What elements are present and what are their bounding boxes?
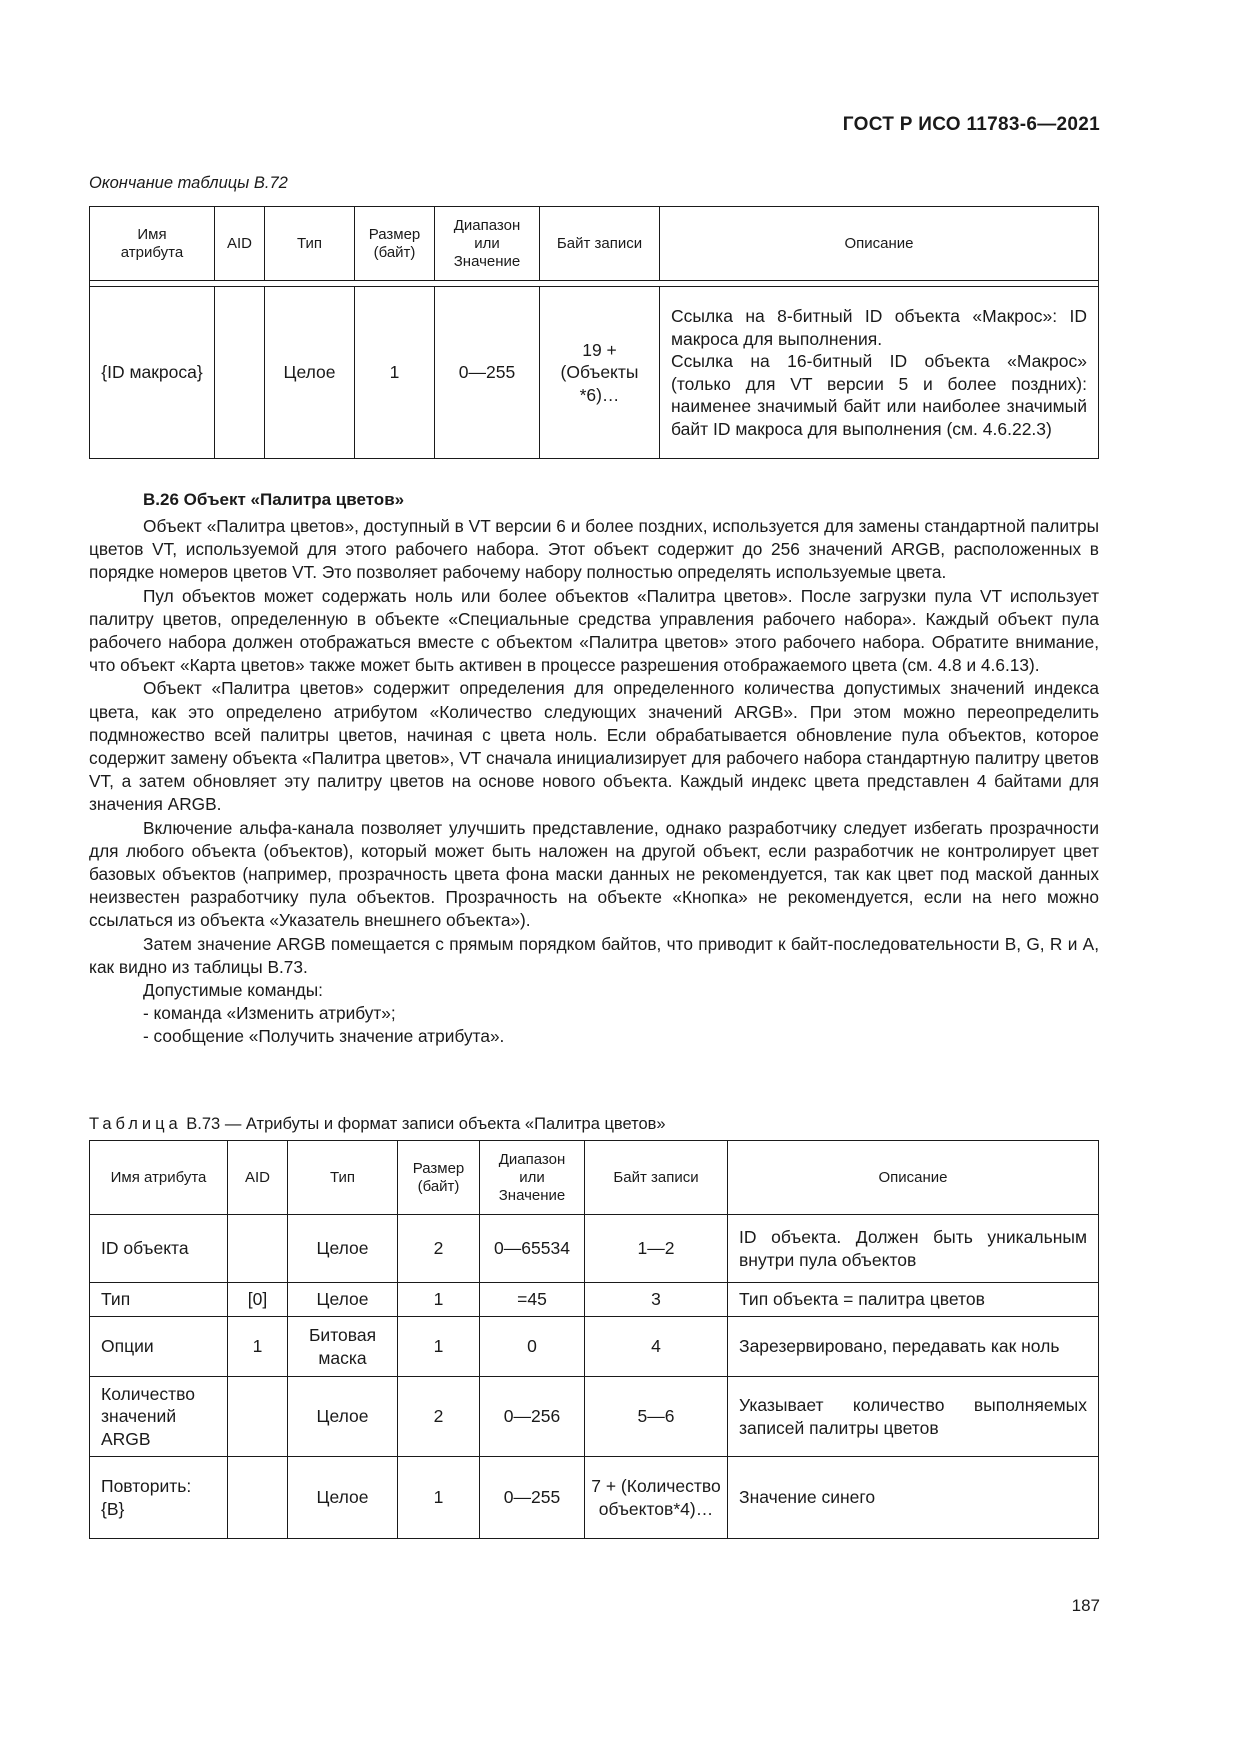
aid-cell	[228, 1377, 288, 1457]
range-cell: =45	[480, 1283, 585, 1317]
table-row	[90, 287, 1099, 459]
description-cell: Зарезервировано, передавать как ноль	[728, 1317, 1099, 1377]
description-cell: Ссылка на 8-битный ID объекта «Макрос»: ID макроса для выполнения. Ссылка на 16-битный ID объекта «Макрос» (только для VT версии 5 и более поздних): наименее значимый байт или наиболее значимый байт ID макроса для выполнения (см. 4.6.22.3)	[660, 287, 1099, 459]
section-body	[89, 515, 1099, 1049]
table-73-caption-prefix: Таблица	[89, 1115, 182, 1133]
description-cell: ID объекта. Должен быть уникальным внутри пула объектов	[728, 1215, 1099, 1283]
table-row	[90, 1457, 1099, 1539]
commands-intro: Допустимые команды:	[143, 980, 323, 1001]
record-bytes-cell: 19 + (Объекты *6)…	[540, 287, 660, 459]
type-cell: Целое	[288, 1457, 398, 1539]
record-bytes-cell: 1—2	[585, 1215, 728, 1283]
column-header: Размер (байт)	[355, 207, 435, 281]
table-72	[89, 206, 1099, 459]
column-header: Имя атрибута	[90, 1141, 228, 1215]
range-cell: 0—255	[480, 1457, 585, 1539]
attribute-name-cell: {ID макроса}	[90, 287, 215, 459]
description-cell: Тип объекта = палитра цветов	[728, 1283, 1099, 1317]
type-cell: Целое	[265, 287, 355, 459]
list-item: - сообщение «Получить значение атрибута».	[143, 1026, 505, 1047]
size-cell: 1	[398, 1457, 480, 1539]
table-row	[90, 1317, 1099, 1377]
size-cell: 1	[398, 1317, 480, 1377]
table-header-row	[90, 1141, 1099, 1215]
description-cell: Значение синего	[728, 1457, 1099, 1539]
aid-cell	[215, 287, 265, 459]
column-header: Диапазон или Значение	[435, 207, 540, 281]
list-item: - команда «Изменить атрибут»;	[143, 1003, 396, 1024]
type-cell: Целое	[288, 1377, 398, 1457]
record-bytes-cell: 5—6	[585, 1377, 728, 1457]
page-number: 187	[1071, 1596, 1100, 1615]
table-row	[90, 1215, 1099, 1283]
paragraph: Пул объектов может содержать ноль или более объектов «Палитра цветов». После загрузки пула VT использует палитру цветов, определенную в объекте «Специальные средства управления рабочего набора». Каждый объект пула рабочего набора должен отображаться вместе с объектом «Палитра цветов» этого рабочего набора. Обратите внимание, что объект «Карта цветов» также может быть активен в процессе разрешения отображаемого цвета (см. 4.8 и 4.6.13).	[89, 585, 1099, 676]
attribute-name-cell: Количество значений ARGB	[90, 1377, 228, 1457]
size-cell: 2	[398, 1377, 480, 1457]
range-cell: 0	[480, 1317, 585, 1377]
size-cell: 2	[398, 1215, 480, 1283]
aid-cell: [0]	[228, 1283, 288, 1317]
aid-cell	[228, 1215, 288, 1283]
record-bytes-cell: 7 + (Количество объектов*4)…	[585, 1457, 728, 1539]
type-cell: Битовая маска	[288, 1317, 398, 1377]
section-title: В.26 Объект «Палитра цветов»	[143, 490, 405, 509]
attribute-name-cell: Повторить: {B}	[90, 1457, 228, 1539]
column-header: Описание	[660, 207, 1099, 281]
attribute-name-cell: Опции	[90, 1317, 228, 1377]
type-cell: Целое	[288, 1283, 398, 1317]
table-73-caption-text: В.73 — Атрибуты и формат записи объекта «Палитра цветов»	[181, 1115, 666, 1133]
aid-cell: 1	[228, 1317, 288, 1377]
aid-cell	[228, 1457, 288, 1539]
column-header: Тип	[265, 207, 355, 281]
column-header: Байт записи	[540, 207, 660, 281]
table-row	[90, 1283, 1099, 1317]
column-header: Имя атрибута	[90, 207, 215, 281]
column-header: Описание	[728, 1141, 1099, 1215]
type-cell: Целое	[288, 1215, 398, 1283]
column-header: Байт записи	[585, 1141, 728, 1215]
attribute-name-cell: ID объекта	[90, 1215, 228, 1283]
table-73	[89, 1140, 1099, 1539]
record-bytes-cell: 4	[585, 1317, 728, 1377]
attribute-name-cell: Тип	[90, 1283, 228, 1317]
range-cell: 0—255	[435, 287, 540, 459]
size-cell: 1	[355, 287, 435, 459]
column-header: Размер (байт)	[398, 1141, 480, 1215]
paragraph: Объект «Палитра цветов», доступный в VT версии 6 и более поздних, используется для замены стандартной палитры цветов VT, используемой для этого рабочего набора. Этот объект содержит до 256 значений ARGB, расположенных в порядке номеров цветов VT. Это позволяет рабочему набору полностью определять используемые цвета.	[89, 516, 1099, 583]
paragraph: Включение альфа-канала позволяет улучшить представление, однако разработчику следует избегать прозрачности для любого объекта (объектов), который может быть наложен на другой объект, если разработчик не контролирует цвет базовых объектов (например, прозрачность цвета фона маски данных не рекомендуется, так как цвет под маской данных неизвестен разработчику пула объектов. Прозрачность на объекте «Кнопка» не рекомендуется, если на него можно ссылаться из объекта «Указатель внешнего объекта»).	[89, 817, 1099, 931]
column-header: AID	[228, 1141, 288, 1215]
table-row	[90, 1377, 1099, 1457]
column-header: Диапазон или Значение	[480, 1141, 585, 1215]
column-header: AID	[215, 207, 265, 281]
commands-list	[89, 1002, 1099, 1048]
table-72-caption: Окончание таблицы В.72	[89, 174, 288, 192]
record-bytes-cell: 3	[585, 1283, 728, 1317]
table-header-row	[90, 207, 1099, 281]
size-cell: 1	[398, 1283, 480, 1317]
table-73-caption	[89, 1115, 666, 1134]
paragraph: Затем значение ARGB помещается с прямым порядком байтов, что приводит к байт-последовательности B, G, R и A, как видно из таблицы В.73.	[89, 933, 1099, 977]
range-cell: 0—65534	[480, 1215, 585, 1283]
range-cell: 0—256	[480, 1377, 585, 1457]
description-cell: Указывает количество выполняемых записей палитры цветов	[728, 1377, 1099, 1457]
document-code: ГОСТ Р ИСО 11783-6—2021	[842, 114, 1100, 135]
column-header: Тип	[288, 1141, 398, 1215]
paragraph: Объект «Палитра цветов» содержит определения для определенного количества допустимых значений индекса цвета, как это определено атрибутом «Количество следующих значений ARGB». При этом можно переопределить подмножество всей палитры цветов, начиная с цвета ноль. Если обрабатывается обновление пула объектов, которое содержит замену объекта «Палитра цветов», VT сначала инициализирует для рабочего набора стандартную палитру цветов VT, а затем обновляет эту палитру цветов на основе нового объекта. Каждый индекс цвета представлен 4 байтами для значения ARGB.	[89, 678, 1099, 815]
